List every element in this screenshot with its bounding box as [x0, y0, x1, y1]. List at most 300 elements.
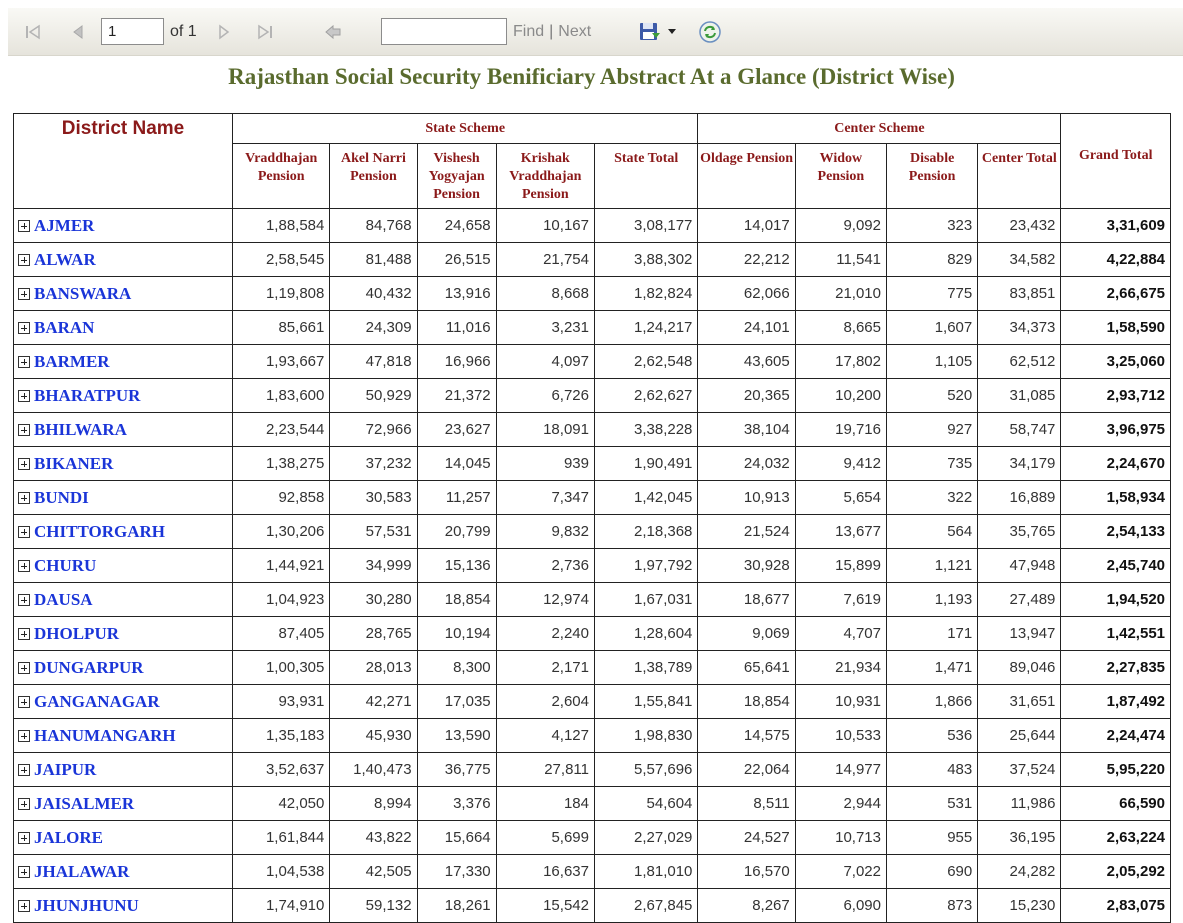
value-cell: 6,726 — [496, 379, 594, 413]
district-cell — [14, 447, 233, 481]
value-cell: 16,889 — [978, 481, 1061, 515]
value-cell: 92,858 — [233, 481, 330, 515]
grand-total-cell: 4,22,884 — [1061, 243, 1171, 277]
value-cell: 89,046 — [978, 651, 1061, 685]
value-cell: 1,866 — [887, 685, 978, 719]
value-cell: 9,069 — [698, 617, 795, 651]
expand-plus-icon[interactable] — [18, 356, 30, 368]
district-link[interactable]: DHOLPUR — [34, 623, 119, 643]
value-cell: 47,818 — [330, 345, 417, 379]
value-cell: 10,200 — [795, 379, 886, 413]
table-row — [14, 583, 1171, 617]
district-cell — [14, 345, 233, 379]
district-cell — [14, 685, 233, 719]
value-cell: 18,854 — [417, 583, 496, 617]
value-cell: 4,707 — [795, 617, 886, 651]
value-cell: 15,899 — [795, 549, 886, 583]
previous-page-button[interactable] — [72, 8, 84, 56]
value-cell: 3,08,177 — [594, 209, 697, 243]
value-cell: 14,017 — [698, 209, 795, 243]
grand-total-cell: 1,94,520 — [1061, 583, 1171, 617]
value-cell: 30,280 — [330, 583, 417, 617]
grand-total-cell: 1,58,590 — [1061, 311, 1171, 345]
value-cell: 483 — [887, 753, 978, 787]
table-row — [14, 345, 1171, 379]
value-cell: 18,091 — [496, 413, 594, 447]
value-cell: 564 — [887, 515, 978, 549]
table-row — [14, 311, 1171, 345]
value-cell: 30,928 — [698, 549, 795, 583]
value-cell: 7,347 — [496, 481, 594, 515]
value-cell: 1,00,305 — [233, 651, 330, 685]
value-cell: 3,52,637 — [233, 753, 330, 787]
value-cell: 10,713 — [795, 821, 886, 855]
district-link[interactable]: BARAN — [34, 317, 95, 337]
value-cell: 2,27,029 — [594, 821, 697, 855]
value-cell: 520 — [887, 379, 978, 413]
expand-plus-icon[interactable] — [18, 832, 30, 844]
grand-total-cell: 2,27,835 — [1061, 651, 1171, 685]
value-cell: 25,644 — [978, 719, 1061, 753]
col-header-vraddhajan-pension: Vraddhajan Pension — [233, 144, 330, 209]
value-cell: 1,28,604 — [594, 617, 697, 651]
district-cell — [14, 515, 233, 549]
value-cell: 27,811 — [496, 753, 594, 787]
value-cell: 2,18,368 — [594, 515, 697, 549]
value-cell: 62,066 — [698, 277, 795, 311]
value-cell: 1,67,031 — [594, 583, 697, 617]
value-cell: 1,24,217 — [594, 311, 697, 345]
district-link[interactable]: DAUSA — [34, 589, 93, 609]
value-cell: 21,934 — [795, 651, 886, 685]
value-cell: 3,38,228 — [594, 413, 697, 447]
value-cell: 3,376 — [417, 787, 496, 821]
value-cell: 3,231 — [496, 311, 594, 345]
district-cell — [14, 787, 233, 821]
value-cell: 829 — [887, 243, 978, 277]
value-cell: 9,412 — [795, 447, 886, 481]
value-cell: 17,802 — [795, 345, 886, 379]
find-separator: | — [549, 23, 554, 40]
table-row — [14, 753, 1171, 787]
district-cell — [14, 821, 233, 855]
value-cell: 24,282 — [978, 855, 1061, 889]
expand-plus-icon[interactable] — [18, 662, 30, 674]
value-cell: 2,58,545 — [233, 243, 330, 277]
value-cell: 13,916 — [417, 277, 496, 311]
value-cell: 10,194 — [417, 617, 496, 651]
value-cell: 3,88,302 — [594, 243, 697, 277]
col-header-krishak-vraddhajan-pension: Krishak Vraddhajan Pension — [496, 144, 594, 209]
value-cell: 735 — [887, 447, 978, 481]
value-cell: 62,512 — [978, 345, 1061, 379]
value-cell: 1,121 — [887, 549, 978, 583]
value-cell: 58,747 — [978, 413, 1061, 447]
district-link[interactable]: GANGANAGAR — [34, 691, 160, 711]
value-cell: 323 — [887, 209, 978, 243]
value-cell: 1,38,275 — [233, 447, 330, 481]
value-cell: 11,257 — [417, 481, 496, 515]
grand-total-cell: 3,96,975 — [1061, 413, 1171, 447]
district-link[interactable]: JHUNJHUNU — [34, 895, 139, 915]
value-cell: 16,637 — [496, 855, 594, 889]
value-cell: 8,300 — [417, 651, 496, 685]
district-link[interactable]: BANSWARA — [34, 283, 132, 303]
district-name-header: District Name — [14, 114, 233, 209]
district-link[interactable]: BHILWARA — [34, 419, 127, 439]
district-link[interactable]: CHITTORGARH — [34, 521, 165, 541]
grand-total-cell: 2,05,292 — [1061, 855, 1171, 889]
report-title: Rajasthan Social Security Benificiary Abstract At a Glance (District Wise) — [228, 64, 955, 89]
export-format-dropdown[interactable] — [668, 8, 676, 56]
value-cell: 40,432 — [330, 277, 417, 311]
value-cell: 27,489 — [978, 583, 1061, 617]
value-cell: 1,74,910 — [233, 889, 330, 923]
value-cell: 1,105 — [887, 345, 978, 379]
value-cell: 23,432 — [978, 209, 1061, 243]
grand-total-cell: 2,24,670 — [1061, 447, 1171, 481]
value-cell: 65,641 — [698, 651, 795, 685]
expand-plus-icon[interactable] — [18, 288, 30, 300]
value-cell: 28,765 — [330, 617, 417, 651]
back-to-parent-icon — [324, 24, 342, 40]
value-cell: 42,050 — [233, 787, 330, 821]
value-cell: 1,193 — [887, 583, 978, 617]
expand-plus-icon[interactable] — [18, 492, 30, 504]
value-cell: 24,101 — [698, 311, 795, 345]
district-cell — [14, 481, 233, 515]
value-cell: 31,651 — [978, 685, 1061, 719]
value-cell: 1,40,473 — [330, 753, 417, 787]
value-cell: 10,931 — [795, 685, 886, 719]
value-cell: 17,330 — [417, 855, 496, 889]
value-cell: 13,590 — [417, 719, 496, 753]
next-page-button[interactable] — [218, 8, 230, 56]
value-cell: 1,61,844 — [233, 821, 330, 855]
page-count-label: of 1 — [170, 23, 197, 40]
value-cell: 16,966 — [417, 345, 496, 379]
value-cell: 8,994 — [330, 787, 417, 821]
col-header-oldage-pension: Oldage Pension — [698, 144, 795, 209]
value-cell: 9,832 — [496, 515, 594, 549]
first-page-button[interactable] — [24, 8, 42, 56]
value-cell: 26,515 — [417, 243, 496, 277]
grand-total-cell: 2,93,712 — [1061, 379, 1171, 413]
district-link[interactable]: ALWAR — [34, 249, 96, 269]
value-cell: 1,93,667 — [233, 345, 330, 379]
value-cell: 11,016 — [417, 311, 496, 345]
table-row — [14, 277, 1171, 311]
value-cell: 1,44,921 — [233, 549, 330, 583]
district-cell — [14, 651, 233, 685]
value-cell: 15,136 — [417, 549, 496, 583]
value-cell: 2,62,548 — [594, 345, 697, 379]
value-cell: 2,23,544 — [233, 413, 330, 447]
value-cell: 1,81,010 — [594, 855, 697, 889]
value-cell: 939 — [496, 447, 594, 481]
table-row — [14, 481, 1171, 515]
next-page-icon — [218, 24, 230, 40]
district-cell — [14, 719, 233, 753]
expand-plus-icon[interactable] — [18, 560, 30, 572]
grand-total-cell: 2,45,740 — [1061, 549, 1171, 583]
value-cell: 1,82,824 — [594, 277, 697, 311]
value-cell: 84,768 — [330, 209, 417, 243]
export-button[interactable] — [638, 8, 662, 56]
value-cell: 536 — [887, 719, 978, 753]
expand-plus-icon[interactable] — [18, 254, 30, 266]
district-cell — [14, 583, 233, 617]
back-to-parent-button[interactable] — [324, 8, 342, 56]
expand-plus-icon[interactable] — [18, 322, 30, 334]
value-cell: 22,212 — [698, 243, 795, 277]
grand-total-cell: 3,25,060 — [1061, 345, 1171, 379]
district-cell — [14, 617, 233, 651]
last-page-button[interactable] — [256, 8, 274, 56]
value-cell: 775 — [887, 277, 978, 311]
value-cell: 16,570 — [698, 855, 795, 889]
value-cell: 34,373 — [978, 311, 1061, 345]
value-cell: 15,230 — [978, 889, 1061, 923]
col-header-vishesh-yogyajan-pension: Vishesh Yogyajan Pension — [417, 144, 496, 209]
value-cell: 11,986 — [978, 787, 1061, 821]
export-save-icon — [638, 21, 662, 43]
grand-total-cell: 66,590 — [1061, 787, 1171, 821]
grand-total-cell: 3,31,609 — [1061, 209, 1171, 243]
value-cell: 5,699 — [496, 821, 594, 855]
value-cell: 1,35,183 — [233, 719, 330, 753]
find-link[interactable]: Find — [513, 23, 545, 40]
grand-total-cell: 5,95,220 — [1061, 753, 1171, 787]
value-cell: 14,045 — [417, 447, 496, 481]
table-row — [14, 685, 1171, 719]
district-link[interactable]: HANUMANGARH — [34, 725, 176, 745]
value-cell: 1,04,923 — [233, 583, 330, 617]
value-cell: 15,664 — [417, 821, 496, 855]
find-next-link[interactable]: Next — [558, 23, 592, 40]
value-cell: 21,524 — [698, 515, 795, 549]
grand-total-cell: 1,87,492 — [1061, 685, 1171, 719]
table-row — [14, 617, 1171, 651]
value-cell: 8,665 — [795, 311, 886, 345]
grand-total-cell: 2,24,474 — [1061, 719, 1171, 753]
table-row — [14, 413, 1171, 447]
table-row — [14, 651, 1171, 685]
value-cell: 22,064 — [698, 753, 795, 787]
district-link[interactable]: BHARATPUR — [34, 385, 141, 405]
page-number-input[interactable] — [101, 18, 164, 45]
value-cell: 2,67,845 — [594, 889, 697, 923]
district-cell — [14, 277, 233, 311]
district-link[interactable]: CHURU — [34, 555, 97, 575]
district-cell — [14, 753, 233, 787]
table-row — [14, 209, 1171, 243]
value-cell: 36,195 — [978, 821, 1061, 855]
value-cell: 21,010 — [795, 277, 886, 311]
expand-plus-icon[interactable] — [18, 900, 30, 912]
value-cell: 37,232 — [330, 447, 417, 481]
expand-plus-icon[interactable] — [18, 390, 30, 402]
value-cell: 24,658 — [417, 209, 496, 243]
state-scheme-header: State Scheme — [233, 114, 698, 144]
value-cell: 15,542 — [496, 889, 594, 923]
district-cell — [14, 413, 233, 447]
district-link[interactable]: AJMER — [34, 215, 95, 235]
value-cell: 57,531 — [330, 515, 417, 549]
value-cell: 24,032 — [698, 447, 795, 481]
value-cell: 1,04,538 — [233, 855, 330, 889]
expand-plus-icon[interactable] — [18, 798, 30, 810]
value-cell: 1,471 — [887, 651, 978, 685]
value-cell: 8,267 — [698, 889, 795, 923]
expand-plus-icon[interactable] — [18, 526, 30, 538]
value-cell: 93,931 — [233, 685, 330, 719]
value-cell: 8,511 — [698, 787, 795, 821]
value-cell: 12,974 — [496, 583, 594, 617]
value-cell: 7,619 — [795, 583, 886, 617]
col-header-state-total: State Total — [594, 144, 697, 209]
value-cell: 21,372 — [417, 379, 496, 413]
expand-plus-icon[interactable] — [18, 220, 30, 232]
value-cell: 21,754 — [496, 243, 594, 277]
district-abstract-table — [13, 113, 1171, 923]
value-cell: 322 — [887, 481, 978, 515]
district-cell — [14, 855, 233, 889]
value-cell: 18,261 — [417, 889, 496, 923]
value-cell: 20,799 — [417, 515, 496, 549]
value-cell: 2,240 — [496, 617, 594, 651]
value-cell: 1,19,808 — [233, 277, 330, 311]
district-link[interactable]: JALORE — [34, 827, 103, 847]
expand-plus-icon[interactable] — [18, 730, 30, 742]
value-cell: 14,575 — [698, 719, 795, 753]
first-page-icon — [24, 24, 42, 40]
find-controls — [513, 8, 591, 56]
value-cell: 24,527 — [698, 821, 795, 855]
table-row — [14, 515, 1171, 549]
district-link[interactable]: JAIPUR — [34, 759, 97, 779]
value-cell: 4,127 — [496, 719, 594, 753]
value-cell: 531 — [887, 787, 978, 821]
expand-plus-icon[interactable] — [18, 458, 30, 470]
value-cell: 85,661 — [233, 311, 330, 345]
value-cell: 955 — [887, 821, 978, 855]
value-cell: 43,822 — [330, 821, 417, 855]
value-cell: 5,57,696 — [594, 753, 697, 787]
grand-total-header: Grand Total — [1061, 114, 1171, 209]
value-cell: 35,765 — [978, 515, 1061, 549]
value-cell: 38,104 — [698, 413, 795, 447]
district-link[interactable]: JHALAWAR — [34, 861, 130, 881]
table-row — [14, 379, 1171, 413]
district-cell — [14, 209, 233, 243]
value-cell: 87,405 — [233, 617, 330, 651]
table-row — [14, 889, 1171, 923]
table-row — [14, 719, 1171, 753]
value-cell: 81,488 — [330, 243, 417, 277]
district-cell — [14, 549, 233, 583]
value-cell: 7,022 — [795, 855, 886, 889]
value-cell: 54,604 — [594, 787, 697, 821]
value-cell: 14,977 — [795, 753, 886, 787]
value-cell: 1,30,206 — [233, 515, 330, 549]
value-cell: 690 — [887, 855, 978, 889]
report-viewer-toolbar — [8, 8, 1183, 56]
expand-plus-icon[interactable] — [18, 594, 30, 606]
grand-total-cell: 2,83,075 — [1061, 889, 1171, 923]
col-header-widow-pension: Widow Pension — [795, 144, 886, 209]
value-cell: 1,55,841 — [594, 685, 697, 719]
value-cell: 45,930 — [330, 719, 417, 753]
table-row — [14, 787, 1171, 821]
expand-plus-icon[interactable] — [18, 764, 30, 776]
dropdown-arrow-icon — [668, 29, 676, 35]
district-link[interactable]: BARMER — [34, 351, 110, 371]
grand-total-cell: 1,58,934 — [1061, 481, 1171, 515]
expand-plus-icon[interactable] — [18, 696, 30, 708]
value-cell: 50,929 — [330, 379, 417, 413]
table-row — [14, 821, 1171, 855]
value-cell: 1,42,045 — [594, 481, 697, 515]
district-link[interactable]: BUNDI — [34, 487, 89, 507]
value-cell: 42,505 — [330, 855, 417, 889]
value-cell: 36,775 — [417, 753, 496, 787]
value-cell: 31,085 — [978, 379, 1061, 413]
value-cell: 6,090 — [795, 889, 886, 923]
table-row — [14, 243, 1171, 277]
last-page-icon — [256, 24, 274, 40]
value-cell: 24,309 — [330, 311, 417, 345]
table-row — [14, 549, 1171, 583]
value-cell: 10,913 — [698, 481, 795, 515]
value-cell: 2,171 — [496, 651, 594, 685]
district-cell — [14, 379, 233, 413]
previous-page-icon — [72, 24, 84, 40]
value-cell: 83,851 — [978, 277, 1061, 311]
value-cell: 2,944 — [795, 787, 886, 821]
refresh-button[interactable] — [698, 8, 722, 56]
value-cell: 4,097 — [496, 345, 594, 379]
value-cell: 8,668 — [496, 277, 594, 311]
grand-total-cell: 1,42,551 — [1061, 617, 1171, 651]
value-cell: 72,966 — [330, 413, 417, 447]
expand-plus-icon[interactable] — [18, 628, 30, 640]
district-link[interactable]: DUNGARPUR — [34, 657, 144, 677]
find-text-input[interactable] — [381, 18, 507, 45]
grand-total-cell: 2,63,224 — [1061, 821, 1171, 855]
value-cell: 1,38,789 — [594, 651, 697, 685]
value-cell: 34,179 — [978, 447, 1061, 481]
col-header-center-total: Center Total — [978, 144, 1061, 209]
district-link[interactable]: BIKANER — [34, 453, 114, 473]
value-cell: 2,62,627 — [594, 379, 697, 413]
value-cell: 171 — [887, 617, 978, 651]
expand-plus-icon[interactable] — [18, 866, 30, 878]
district-link[interactable]: JAISALMER — [34, 793, 135, 813]
value-cell: 34,999 — [330, 549, 417, 583]
value-cell: 927 — [887, 413, 978, 447]
value-cell: 1,98,830 — [594, 719, 697, 753]
expand-plus-icon[interactable] — [18, 424, 30, 436]
value-cell: 18,854 — [698, 685, 795, 719]
value-cell: 37,524 — [978, 753, 1061, 787]
value-cell: 43,605 — [698, 345, 795, 379]
refresh-icon — [698, 20, 722, 44]
table-row — [14, 855, 1171, 889]
value-cell: 2,736 — [496, 549, 594, 583]
value-cell: 59,132 — [330, 889, 417, 923]
value-cell: 11,541 — [795, 243, 886, 277]
